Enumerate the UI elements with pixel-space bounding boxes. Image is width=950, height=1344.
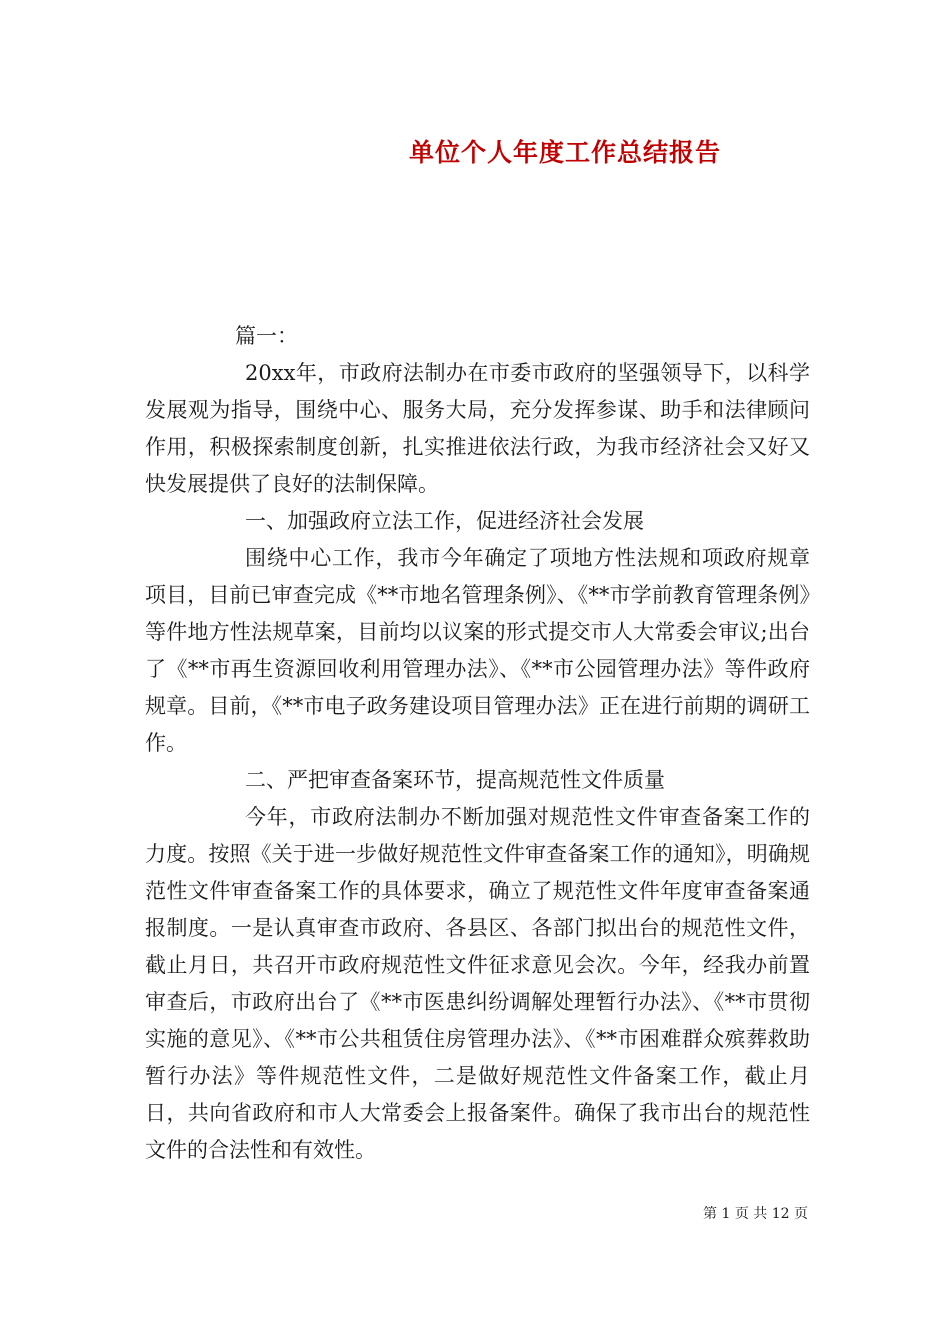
section-label: 篇一： <box>235 324 298 348</box>
document-title: 单位个人年度工作总结报告 <box>408 138 721 167</box>
paragraph-review: 今年，市政府法制办不断加强对规范性文件审查备案工作的力度。按照《关于进一步做好规范性文件审查备案工作的通知》，明确规范性文件审查备案工作的具体要求，确立了规范性文件年度审查备案通报制度。一是认真审查市政府、各县区、各部门拟出台的规范性文件，截止月日，共召开市政府规范性文件征求意见会次。今年，经我办前置审查后，市政府出台了《**市医患纠纷调解处理暂行办法》、《**市贯彻实施的意见》、《**市公共租赁住房管理办法》、《**市困难群众殡葬救助暂行办法》等件规范性文件，二是做好规范性文件备案工作，截止月日，共向省政府和市人大常委会上报备案件。确保了我市出台的规范性文件的合法性和有效性。 <box>145 805 810 1162</box>
page-footer: 第 1 页 共 12 页 <box>703 1206 808 1222</box>
section-heading-1: 一、加强政府立法工作，促进经济社会发展 <box>245 509 644 533</box>
document-body <box>145 318 810 1169</box>
intro-paragraph: 20xx年，市政府法制办在市委市政府的坚强领导下，以科学发展观为指导，围绕中心、服务大局，充分发挥参谋、助手和法律顾问作用，积极探索制度创新，扎实推进依法行政，为我市经济社会又好又快发展提供了良好的法制保障。 <box>145 361 810 496</box>
section-heading-2: 二、严把审查备案环节，提高规范性文件质量 <box>245 768 665 792</box>
paragraph-legislation: 围绕中心工作，我市今年确定了项地方性法规和项政府规章项目，目前已审查完成《**市地名管理条例》、《**市学前教育管理条例》等件地方性法规草案，目前均以议案的形式提交市人大常委会审议;出台了《**市再生资源回收利用管理办法》、《**市公园管理办法》等件政府规章。目前，《**市电子政务建设项目管理办法》正在进行前期的调研工作。 <box>145 546 810 755</box>
